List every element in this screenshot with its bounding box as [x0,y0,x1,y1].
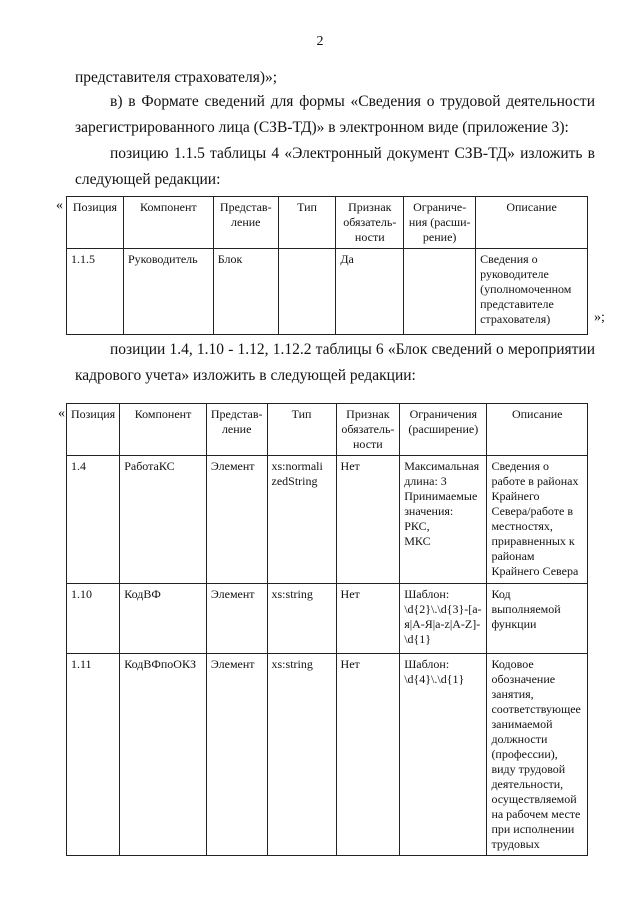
table-cell: КодВФпоОКЗ [120,654,207,856]
paragraph-1: представителя страхователя)»; [75,69,278,86]
header-cell: Описание [487,404,588,456]
table-cell: Кодовое обозначение занятия, соответствующее занимаемой должности (профессии), виду трудовой деятельности, осуществляемой на рабочем месте при исполнении трудовых [487,654,588,856]
table-cell: xs:string [267,584,336,654]
table-cell: Шаблон: \d{4}\.\d{1} [400,654,487,856]
table-cell: Руководитель [123,249,213,335]
table-cell: Элемент [206,654,267,856]
table-cell: Да [336,249,404,335]
table-cell: КодВФ [120,584,207,654]
table-cell: Элемент [206,456,267,584]
table-cell [404,249,476,335]
table-4-document [66,196,588,335]
header-cell: Признак обязатель- ности [336,197,404,249]
table-cell: 1.4 [67,456,120,584]
table-cell: Блок [213,249,278,335]
close-quote-1: »; [594,310,605,325]
paragraph-4-line-1: позиции 1.4, 1.10 - 1.12, 1.12.2 таблицы 6 «Блок сведений о мероприятии [110,341,595,358]
table-row [67,249,588,335]
header-cell: Ограниче- ния (расши- рение) [404,197,476,249]
header-cell: Ограничения (расширение) [400,404,487,456]
header-cell: Тип [267,404,336,456]
header-cell: Компонент [120,404,207,456]
paragraph-3-line-2: следующей редакции: [75,171,221,188]
paragraph-3-line-1: позицию 1.1.5 таблицы 4 «Электронный документ СЗВ-ТД» изложить в [110,145,595,162]
header-cell: Представ- ление [206,404,267,456]
header-cell: Позиция [67,404,120,456]
header-cell: Представ- ление [213,197,278,249]
table-row [67,584,588,654]
table-cell: Нет [336,654,400,856]
table-cell: Код выполняемой функции [487,584,588,654]
paragraph-2-line-1: в) в Формате сведений для формы «Сведения о трудовой деятельности [110,93,595,110]
header-cell: Тип [278,197,336,249]
table-6-block [66,403,588,856]
table-cell: xs:normali zedString [267,456,336,584]
header-cell: Признак обязатель- ности [336,404,400,456]
paragraph-2-line-2: зарегистрированного лица (СЗВ-ТД)» в электронном виде (приложение 3): [75,119,569,136]
table-cell: xs:string [267,654,336,856]
page-number: 2 [316,34,324,49]
open-quote-2: « [58,406,65,421]
table-cell: 1.11 [67,654,120,856]
paragraph-4-line-2: кадрового учета» изложить в следующей редакции: [75,367,416,384]
table-cell: Сведения о работе в районах Крайнего Севера/работе в местностях, приравненных к районам Крайнего Севера [487,456,588,584]
table-cell [278,249,336,335]
table-header-row [67,197,588,249]
table-cell: 1.10 [67,584,120,654]
table-cell: Нет [336,456,400,584]
table-cell: Сведения о руководителе (уполномоченном представителе страхователя) [476,249,588,335]
header-cell: Описание [476,197,588,249]
table-cell: Нет [336,584,400,654]
table-row [67,654,588,856]
header-cell: Позиция [67,197,124,249]
table-header-row [67,404,588,456]
table-cell: Максимальная длина: 3 Принимаемые значения: РКС, МКС [400,456,487,584]
table-cell: РаботаКС [120,456,207,584]
header-cell: Компонент [123,197,213,249]
table-row [67,456,588,584]
table-cell: 1.1.5 [67,249,124,335]
table-cell: Элемент [206,584,267,654]
open-quote-1: « [56,198,63,213]
table-cell: Шаблон: \d{2}\.\d{3}-[а- я|А-Я|a-z|A-Z]- \d{1} [400,584,487,654]
